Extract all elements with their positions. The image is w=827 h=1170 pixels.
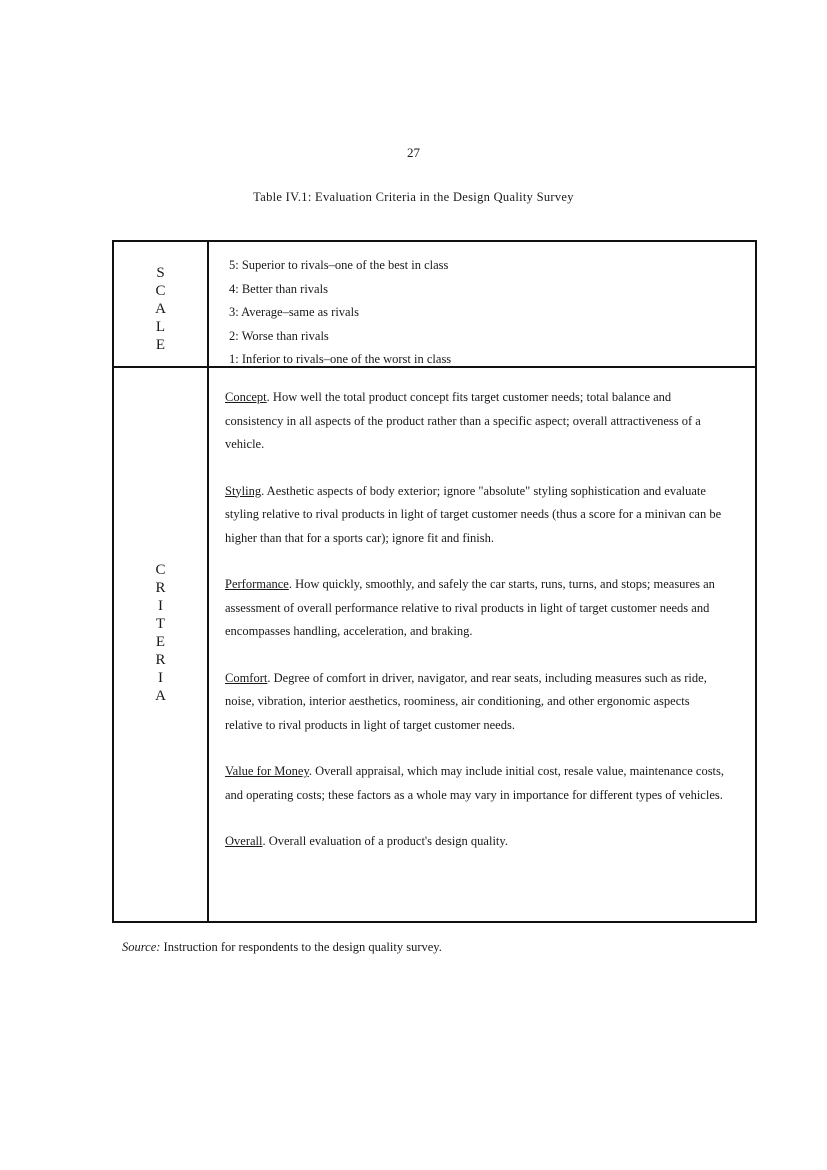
criterion-performance xyxy=(225,573,725,644)
criterion-description: . Aesthetic aspects of body exterior; ignore "absolute" styling sophistication and evaluate styling relative to rival products in light of target customer needs (thus a score for a minivan can be higher than that for a sports car); ignore fit and finish. xyxy=(225,483,722,545)
scale-item: 1: Inferior to rivals–one of the worst in class xyxy=(229,352,452,366)
criteria-letter: A xyxy=(155,688,166,704)
scale-letter: L xyxy=(155,319,166,335)
source-note xyxy=(122,940,442,955)
criterion-description: . How well the total product concept fits target customer needs; total balance and consistency in all aspects of the product rather than a specific aspect; overall attractiveness of a vehicle. xyxy=(225,390,701,451)
criterion-description: . Degree of comfort in driver, navigator, and rear seats, including measures such as ride, noise, vibration, interior aesthetics, roominess, air conditioning, and other ergonomic aspects relative to rival products in light of target customer needs. xyxy=(225,670,707,732)
criterion-description: . How quickly, smoothly, and safely the car starts, runs, turns, and stops; measures an assessment of overall performance relative to rival products in light of target customer needs and encompasses handling, acceleration, and braking. xyxy=(225,577,715,638)
criteria-list xyxy=(225,386,725,877)
scale-label xyxy=(114,264,207,354)
evaluation-criteria-table xyxy=(112,240,757,923)
criteria-letter: C xyxy=(155,562,166,578)
scale-item: 5: Superior to rivals–one of the best in class xyxy=(229,258,449,272)
criterion-comfort xyxy=(225,667,725,738)
criteria-letter: R xyxy=(155,580,166,596)
criterion-term: Value for Money xyxy=(225,764,309,778)
criterion-term: Overall xyxy=(225,834,263,848)
criterion-concept xyxy=(225,386,725,457)
criterion-styling xyxy=(225,480,725,551)
criterion-description: . Overall evaluation of a product's design quality. xyxy=(262,834,508,848)
criteria-letter: R xyxy=(155,652,166,668)
criteria-letter: I xyxy=(158,598,163,614)
source-text: Instruction for respondents to the design quality survey. xyxy=(160,940,442,954)
criteria-letter: E xyxy=(155,634,166,650)
criterion-term: Styling xyxy=(225,483,262,498)
scale-letter: C xyxy=(155,283,166,299)
criteria-letter: I xyxy=(158,670,163,686)
criteria-label xyxy=(114,561,207,705)
scale-item: 4: Better than rivals xyxy=(229,281,328,296)
scale-letter: A xyxy=(155,301,166,317)
column-divider xyxy=(207,242,209,921)
scale-letter: E xyxy=(155,337,166,353)
page-number: 27 xyxy=(407,145,420,160)
scale-item: 3: Average–same as rivals xyxy=(229,305,359,319)
criterion-overall xyxy=(225,830,725,854)
criteria-letter: T xyxy=(155,616,166,632)
scale-list xyxy=(229,254,451,372)
table-title: Table IV.1: Evaluation Criteria in the Design Quality Survey xyxy=(253,190,574,204)
scale-letter: S xyxy=(156,265,165,281)
criterion-term: Comfort xyxy=(225,670,268,685)
criterion-description: . Overall appraisal, which may include initial cost, resale value, maintenance costs, and operating costs; these factors as a whole may vary in importance for different types of vehicles. xyxy=(225,764,725,802)
criterion-term: Concept xyxy=(225,390,267,404)
criterion-value-for-money xyxy=(225,760,725,807)
scale-item: 2: Worse than rivals xyxy=(229,328,329,343)
source-label: Source: xyxy=(122,940,161,954)
criterion-term: Performance xyxy=(225,577,289,591)
